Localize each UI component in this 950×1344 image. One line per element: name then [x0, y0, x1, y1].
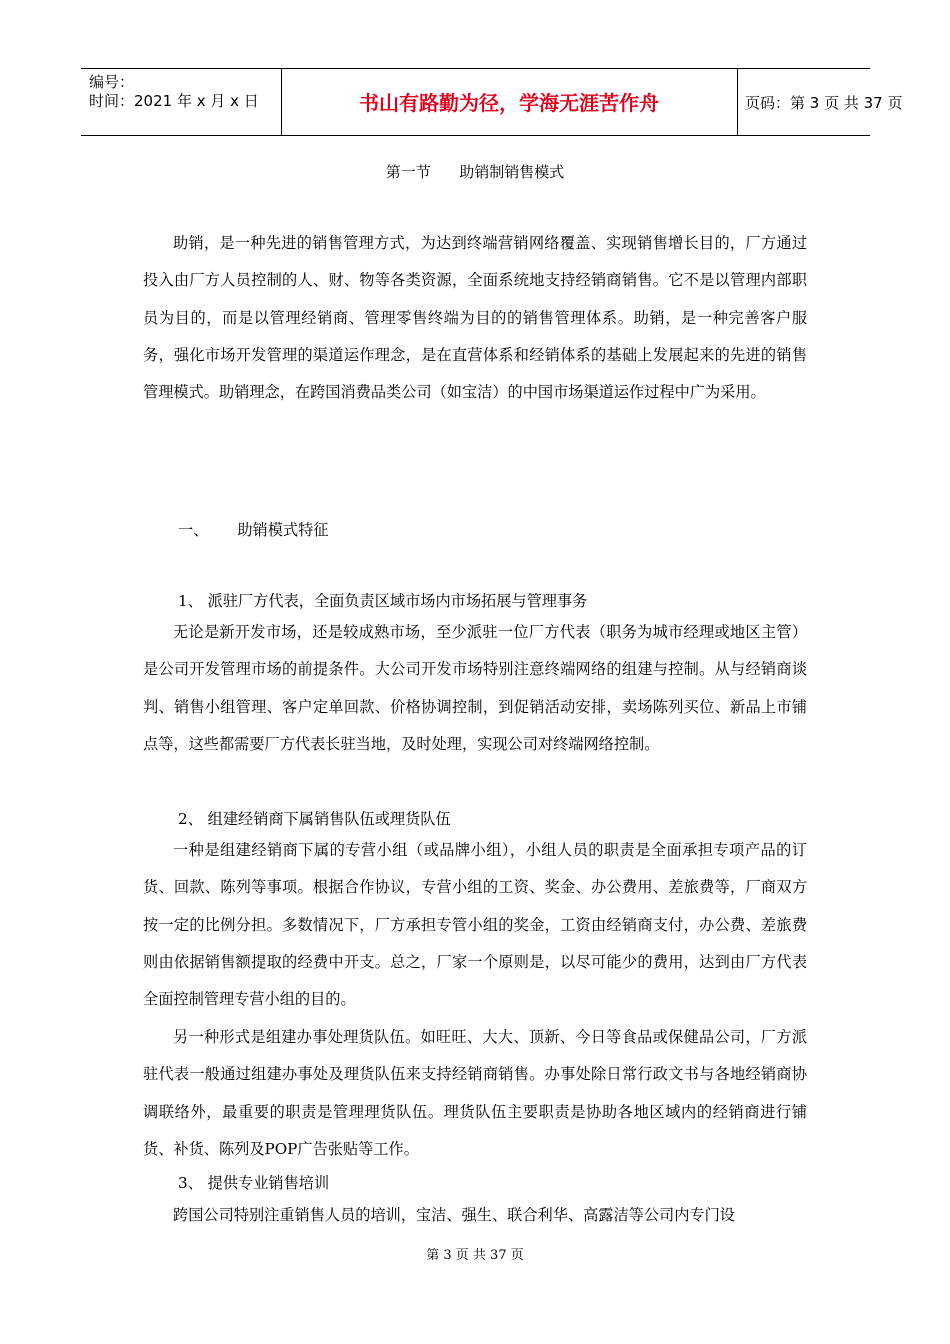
header-motto: 书山有路勤为径，学海无涯苦作舟 — [359, 91, 659, 115]
page-footer: 第 3 页 共 37 页 — [426, 1248, 524, 1263]
intro-paragraph: 助销，是一种先进的销售管理方式，为达到终端营销网络覆盖、实现销售增长目的，厂方通过投入由厂方人员控制的人、财、物等各类资源，全面系统地支持经销商销售。它不是以管理内部职员为目的，而是以管理经销商、管理零售终端为目的的销售管理体系。助销，是一种完善客户服务，强化市场开发管理的渠道运作理念，是在直营体系和经销体系的基础上发展起来的先进的销售管理模式。助销理念，在跨国消费品类公司（如宝洁）的中国市场渠道运作过程中广为采用。 — [143, 234, 807, 402]
document-date: 时间：2021 年 x 月 x 日 — [89, 92, 259, 110]
item-title-1: 1、 派驻厂方代表，全面负责区域市场内市场拓展与管理事务 — [178, 592, 588, 610]
document-header — [81, 68, 903, 136]
section-title: 第一节 助销制销售模式 — [385, 163, 565, 181]
item-2-paragraph-2: 另一种形式是组建办事处理货队伍。如旺旺、大大、顶新、今日等食品或保健品公司，厂方派驻代表一般通过组建办事处及理货队伍来支持经销商销售。办事处除日常行政文书与各地经销商协调联络外，最重要的职责是管理理货队伍。理货队伍主要职责是协助各地区域内的经销商进行铺货、补货、陈列及POP广告张贴等工作。 — [143, 1028, 807, 1158]
item-title-3: 3、 提供专业销售培训 — [178, 1174, 330, 1192]
header-page-info: 页码：第 3 页 共 37 页 — [745, 94, 903, 112]
item-2-paragraph-1: 一种是组建经销商下属的专营小组（或品牌小组），小组人员的职责是全面承担专项产品的订货、回款、陈列等事项。根据合作协议，专营小组的工资、奖金、办公费用、差旅费等，厂商双方按一定的比例分担。多数情况下，厂方承担专管小组的奖金，工资由经销商支付，办公费、差旅费则由依据销售额提取的经费中开支。总之，厂家一个原则是，以尽可能少的费用，达到由厂方代表全面控制管理专营小组的目的。 — [143, 841, 807, 1009]
item-title-2: 2、 组建经销商下属销售队伍或理货队伍 — [178, 810, 451, 828]
item-3-paragraph: 跨国公司特别注重销售人员的培训，宝洁、强生、联合利华、高露洁等公司内专门设 — [173, 1206, 735, 1224]
heading-features: 一、 助销模式特征 — [178, 521, 329, 539]
document-number-label: 编号： — [89, 73, 135, 91]
item-1-paragraph: 无论是新开发市场，还是较成熟市场，至少派驻一位厂方代表（职务为城市经理或地区主管）是公司开发管理市场的前提条件。大公司开发市场特别注意终端网络的组建与控制。从与经销商谈判、销售小组管理、客户定单回款、价格协调控制，到促销活动安排，卖场陈列买位、新品上市铺点等，这些都需要厂方代表长驻当地，及时处理，实现公司对终端网络控制。 — [143, 623, 807, 753]
header-page-cell — [737, 69, 903, 135]
header-motto-cell — [281, 69, 738, 135]
header-info-cell — [81, 69, 282, 135]
